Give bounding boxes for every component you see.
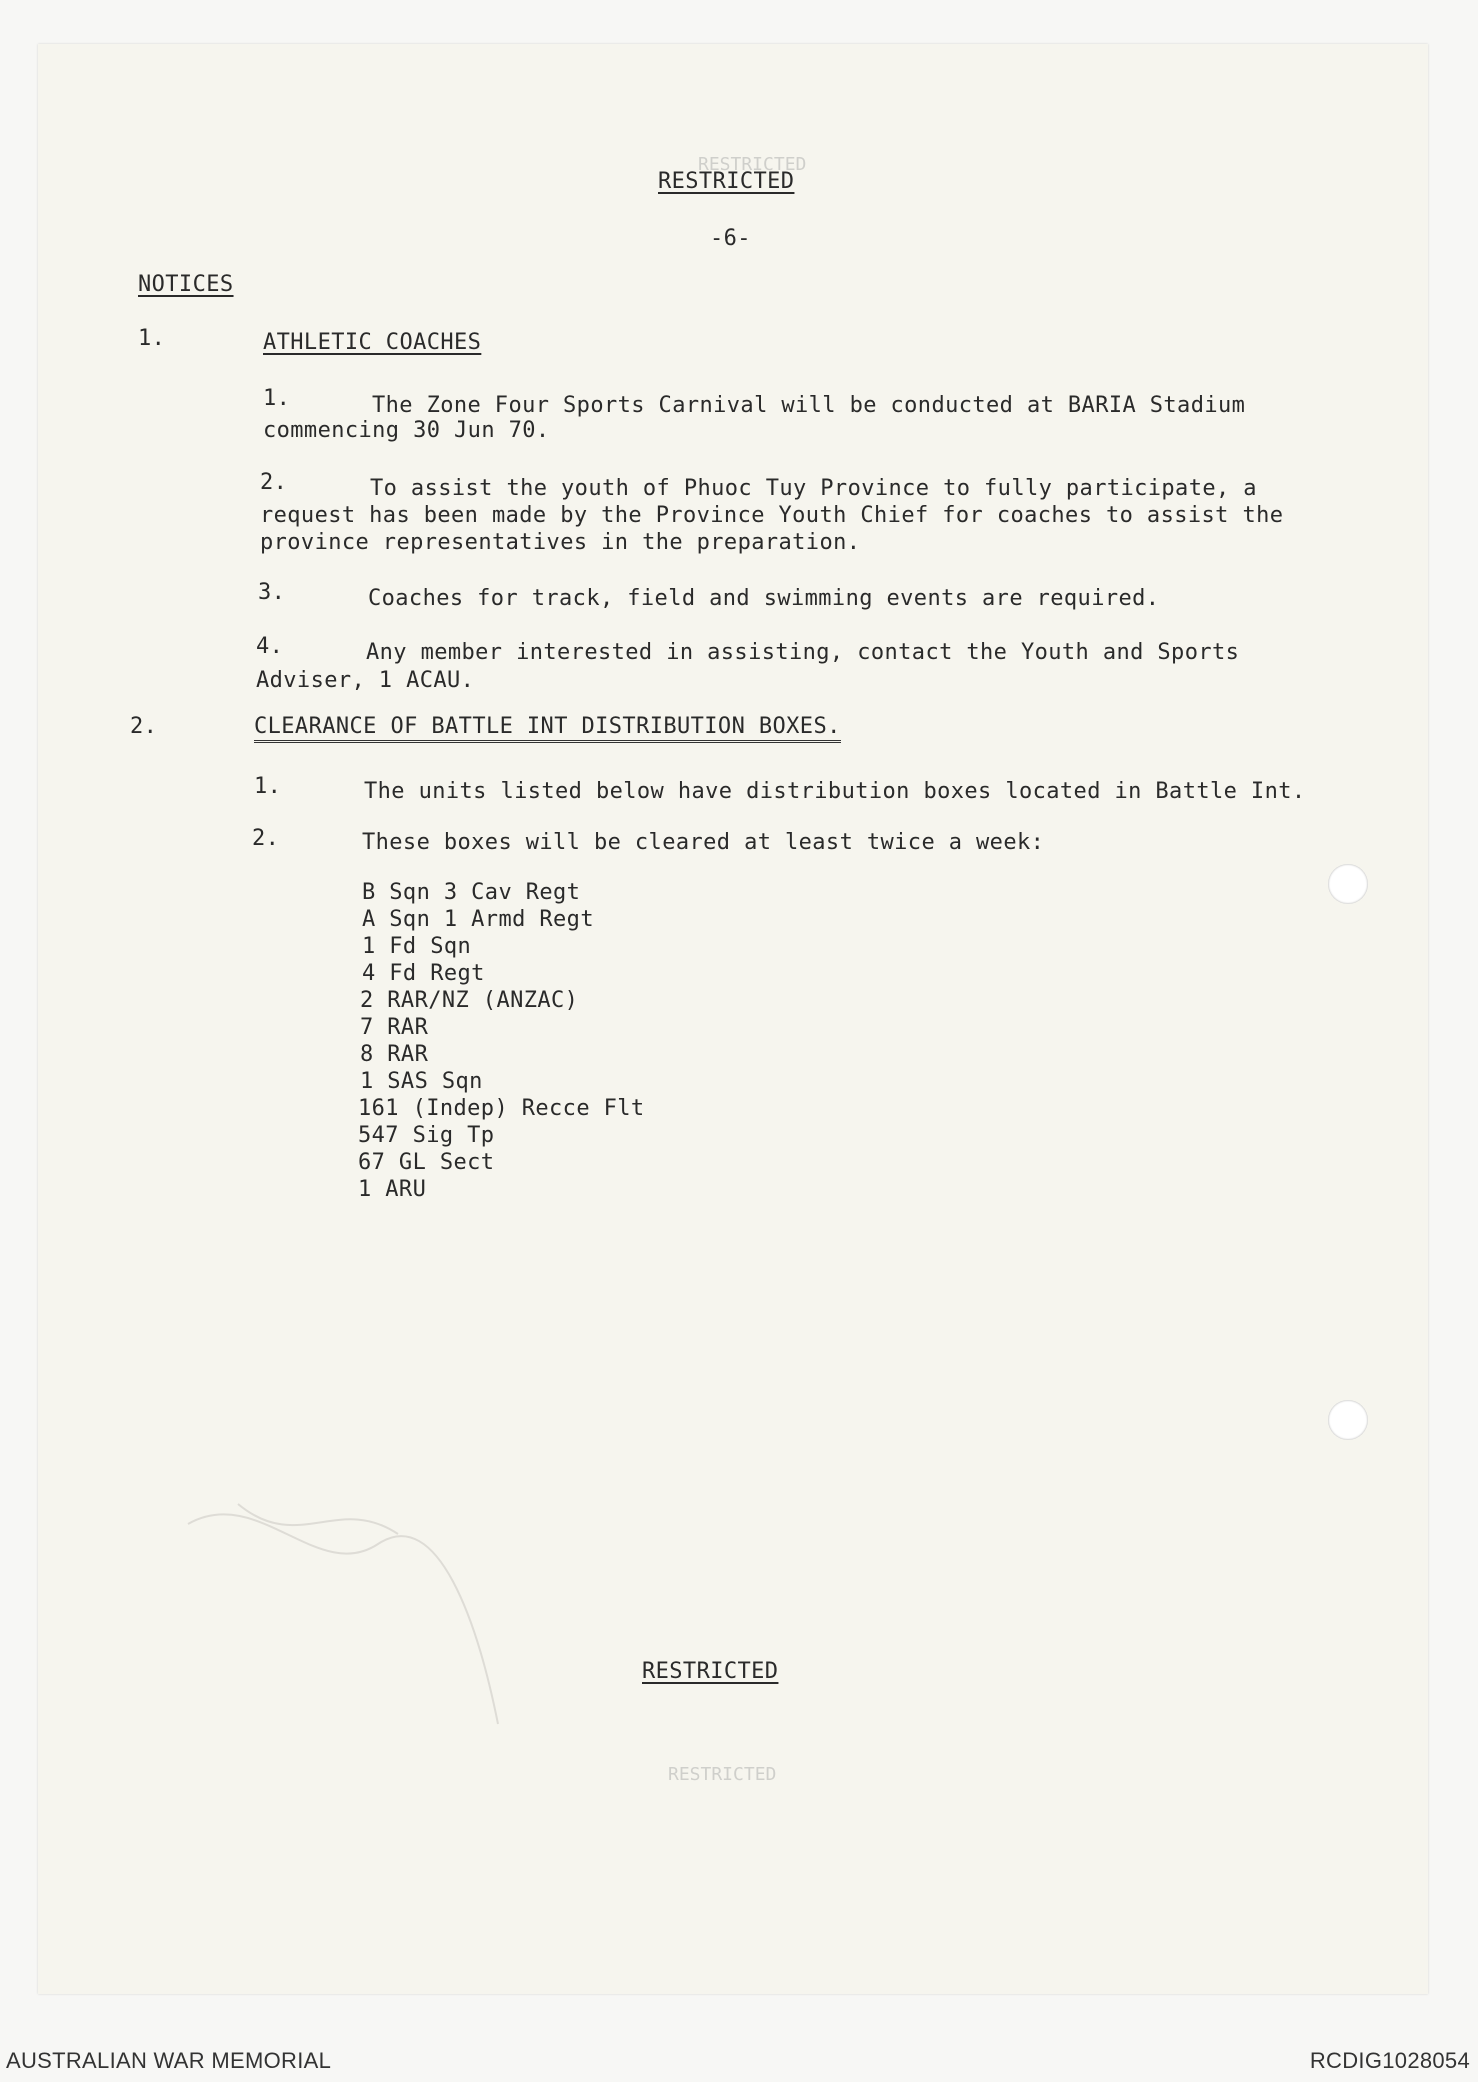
punch-hole [1328, 1400, 1368, 1440]
unit-list-item: 161 (Indep) Recce Flt [358, 1096, 645, 1121]
archive-id: RCDIG1028054 [1309, 2048, 1470, 2073]
paragraph-line: commencing 30 Jun 70. [263, 418, 550, 443]
paragraph-line: request has been made by the Province Youth Chief for coaches to assist the [260, 503, 1284, 528]
section-heading: CLEARANCE OF BATTLE INT DISTRIBUTION BOXES. [254, 714, 841, 743]
unit-list-item: B Sqn 3 Cav Regt [362, 880, 581, 905]
bleed-through-signature [178, 1464, 518, 1764]
unit-list-item: 547 Sig Tp [358, 1123, 495, 1148]
paragraph-line: Any member interested in assisting, contact the Youth and Sports [366, 640, 1240, 665]
bleed-through-text: RESTRICTED [698, 154, 807, 175]
unit-list-item: 1 ARU [358, 1177, 427, 1202]
unit-list-item: 1 SAS Sqn [360, 1069, 483, 1094]
unit-list-item: 4 Fd Regt [362, 961, 485, 986]
page-number: -6- [710, 226, 751, 251]
section-number: 2. [130, 714, 158, 739]
paragraph-line: To assist the youth of Phuoc Tuy Province to fully participate, a [370, 476, 1257, 501]
punch-hole [1328, 864, 1368, 904]
paragraph-number: 2. [252, 826, 280, 851]
unit-list-item: 1 Fd Sqn [362, 934, 472, 959]
unit-list-item: 8 RAR [360, 1042, 429, 1067]
paragraph-line: province representatives in the preparation. [260, 530, 861, 555]
classification-header: RESTRICTED [658, 169, 795, 194]
paragraph-line: Adviser, 1 ACAU. [256, 668, 475, 693]
paragraph-number: 1. [254, 774, 282, 799]
section-heading: ATHLETIC COACHES [263, 330, 482, 355]
paragraph-line: The Zone Four Sports Carnival will be conducted at BARIA Stadium [372, 393, 1246, 418]
paragraph-number: 1. [263, 386, 291, 411]
paragraph-line: Coaches for track, field and swimming events are required. [368, 586, 1160, 611]
unit-list-item: A Sqn 1 Armd Regt [362, 907, 594, 932]
unit-list-item: 67 GL Sect [358, 1150, 495, 1175]
paragraph-line: The units listed below have distribution boxes located in Battle Int. [364, 779, 1306, 804]
paragraph-line: These boxes will be cleared at least twice a week: [362, 830, 1045, 855]
paragraph-number: 2. [260, 470, 288, 495]
paragraph-number: 3. [258, 580, 286, 605]
section-number: 1. [138, 326, 166, 351]
bleed-through-text: RESTRICTED [668, 1764, 777, 1785]
classification-footer: RESTRICTED [642, 1659, 779, 1684]
notices-title: NOTICES [138, 272, 234, 297]
unit-list-item: 7 RAR [360, 1015, 429, 1040]
unit-list-item: 2 RAR/NZ (ANZAC) [360, 988, 579, 1013]
archive-label: AUSTRALIAN WAR MEMORIAL [6, 2048, 332, 2073]
paragraph-number: 4. [256, 634, 284, 659]
document-page [38, 44, 1428, 1994]
